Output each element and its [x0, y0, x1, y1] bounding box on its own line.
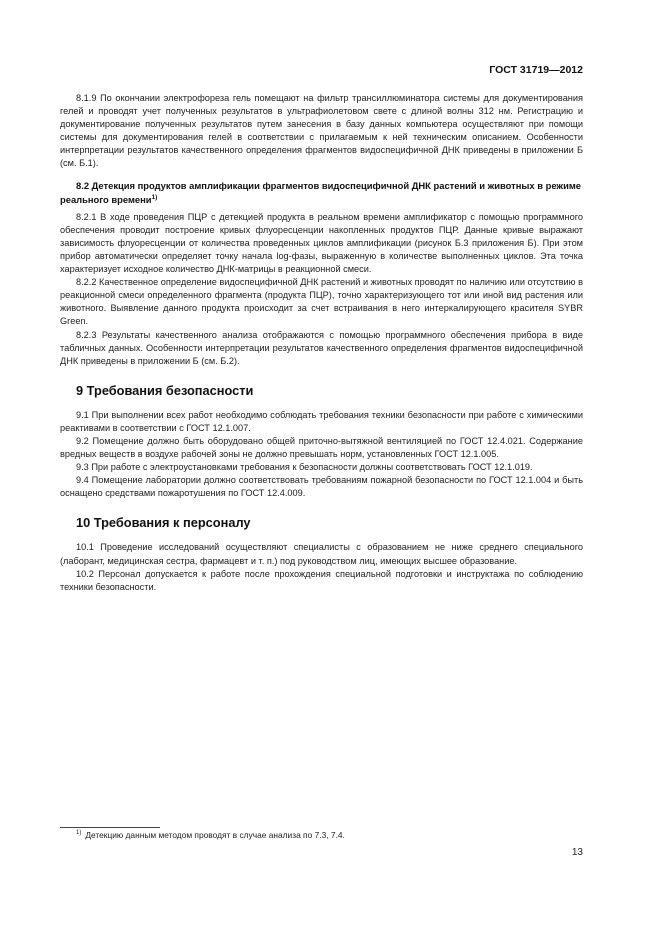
paragraph-9-3: 9.3 При работе с электроустановками требования к безопасности должны соответствовать ГОСТ 12.1.019.	[76, 462, 533, 473]
paragraph-10-1: 10.1 Проведение исследований осуществляют специалисты с образованием не ниже среднего специального (лаборант, медицинская сестра, фармацевт и т. п.) под руководством лиц, имеющих высшее образование.	[60, 542, 583, 566]
paragraph-9-4: 9.4 Помещение лаборатории должно соответствовать требованиям пожарной безопасности по ГОСТ 12.1.004 и быть оснащено средствами пожаротушения по ГОСТ 12.4.009.	[60, 475, 583, 499]
footnote-text: Детекцию данным методом проводят в случае анализа по 7.3, 7.4.	[85, 830, 345, 840]
page-number: 13	[571, 847, 583, 858]
footnote-mark-bottom: 1)	[76, 830, 82, 837]
paragraph-9-1: 9.1 При выполнении всех работ необходимо соблюдать требования техники безопасности при работе с химическими реактивами в соответствии с ГОСТ 12.1.007.	[60, 409, 583, 433]
paragraph-8-2-2: 8.2.2 Качественное определение видоспецифичной ДНК растений и животных проводят по наличию или отсутствию в реакционной смеси определенного фрагмента (продукта ПЦР), точно характеризующего тот или иной вид растения или животного. Выявление данного продукта происходит за счет встраивания в него интеркалирующего красителя SYBR Green.	[60, 277, 583, 327]
subsection-8-2-title	[60, 180, 583, 207]
section-10-title: 10 Требования к персоналу	[76, 515, 251, 531]
paragraph-8-2-3: 8.2.3 Результаты качественного анализа отображаются с помощью программного обеспечения прибора в виде табличных данных. Особенности интерпретации результатов качественного определения фрагментов видоспецифичной ДНК приведены в приложении Б (см. Б.2).	[60, 329, 583, 366]
document-header: ГОСТ 31719—2012	[489, 64, 583, 76]
section-9-title: 9 Требования безопасности	[76, 382, 254, 398]
subsection-8-2-title-text: 8.2 Детекция продуктов амплификации фрагментов видоспецифичной ДНК растений и животных в режиме реального времени	[60, 179, 581, 206]
paragraph-8-1-9: 8.1.9 По окончании электрофореза гель помещают на фильтр трансиллюминатора системы для документирования гелей и проводят учет полученных результатов в ультрафиолетовом свете с длиной волны 312 нм. Регистрацию и документирование полученных результатов путем занесения в базу данных компьютера осуществляют при помощи системы для документирования гелей в соответствии с прилагаемым к ней техническим описанием. Особенности интерпретации результатов качественного определения фрагментов видоспецифичной ДНК приведены в приложении Б (см. Б.1).	[60, 93, 583, 169]
footnote	[76, 830, 345, 840]
paragraph-10-2: 10.2 Персонал допускается к работе после прохождения специальной подготовки и инструктажа по соблюдению техники безопасности.	[60, 568, 583, 592]
footnote-mark: 1)	[151, 194, 158, 202]
paragraph-9-2: 9.2 Помещение должно быть оборудовано общей приточно-вытяжной вентиляцией по ГОСТ 12.4.021. Содержание вредных веществ в воздухе рабочей зоны не должно превышать норм, установленных ГОСТ 12.1.005.	[60, 436, 583, 460]
footnote-divider	[60, 827, 160, 828]
paragraph-8-2-1: 8.2.1 В ходе проведения ПЦР с детекцией продукта в реальном времени амплификатор с помощью программного обеспечения проводит построение кривых флуоресценции накопленных продуктов ПЦР. Данные кривые выражают зависимость флуоресценции от количества проведенных циклов амплификации (рисунок Б.3 приложения Б). При этом прибор автоматически определяет точку начала log-фазы, выраженную в количестве выполненных циклов. Эта точка характеризует исходное количество ДНК-матрицы в реакционной смеси.	[60, 211, 583, 275]
document-body	[60, 92, 583, 594]
